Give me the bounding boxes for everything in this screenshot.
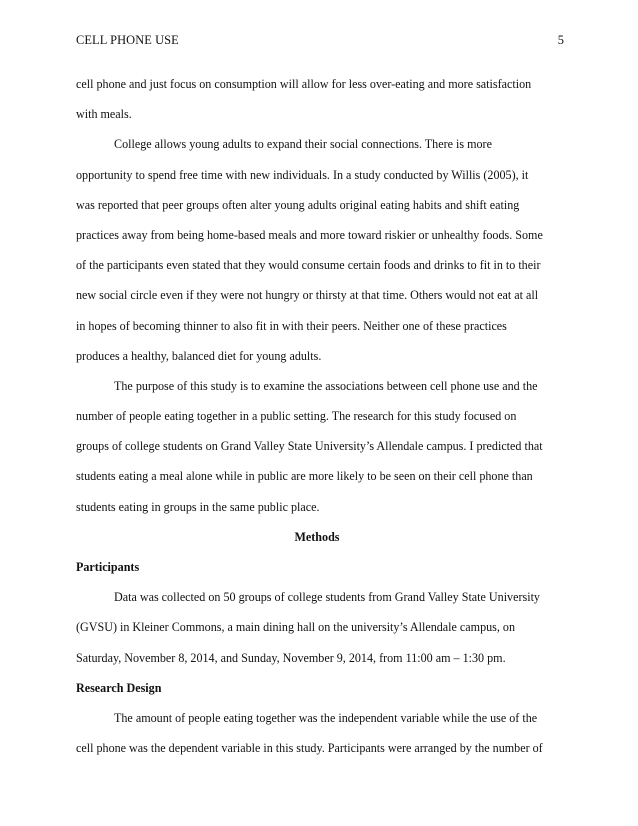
text-line: practices away from being home-based meals and more toward riskier or unhealthy foods. Some bbox=[76, 227, 543, 242]
text-line: College allows young adults to expand their social connections. There is more bbox=[114, 137, 492, 152]
section-heading-methods: Methods bbox=[294, 529, 340, 544]
text-line: students eating in groups in the same public place. bbox=[76, 499, 320, 514]
running-head: CELL PHONE USE bbox=[76, 33, 179, 47]
subheading-research-design: Research Design bbox=[76, 680, 162, 695]
text-line: The amount of people eating together was the independent variable while the use of the bbox=[114, 710, 538, 725]
page-number: 5 bbox=[557, 33, 564, 47]
text-line: of the participants even stated that they would consume certain foods and drinks to fit in to their bbox=[76, 258, 541, 273]
subheading-participants: Participants bbox=[76, 560, 140, 574]
text-line: Saturday, November 8, 2014, and Sunday, November 9, 2014, from 11:00 am – 1:30 pm. bbox=[76, 650, 506, 665]
text-line: was reported that peer groups often alter young adults original eating habits and shift eating bbox=[76, 197, 520, 212]
text-line: The purpose of this study is to examine the associations between cell phone use and the bbox=[114, 378, 538, 393]
text-line: opportunity to spend free time with new individuals. In a study conducted by Willis (2005), it bbox=[76, 167, 529, 182]
text-line: cell phone was the dependent variable in this study. Participants were arranged by the number of bbox=[76, 741, 543, 756]
text-line: in hopes of becoming thinner to also fit in with their peers. Neither one of these practices bbox=[76, 318, 507, 333]
text-line: number of people eating together in a public setting. The research for this study focused on bbox=[76, 409, 517, 424]
text-line: with meals. bbox=[76, 107, 132, 122]
text-line: students eating a meal alone while in public are more likely to be seen on their cell phone than bbox=[76, 469, 533, 484]
text-line: (GVSU) in Kleiner Commons, a main dining hall on the university’s Allendale campus, on bbox=[76, 620, 516, 635]
text-line: produces a healthy, balanced diet for young adults. bbox=[76, 348, 322, 363]
text-line: groups of college students on Grand Valley State University’s Allendale campus. I predicted that bbox=[76, 439, 543, 454]
text-line: Data was collected on 50 groups of college students from Grand Valley State University bbox=[114, 590, 540, 605]
text-line: cell phone and just focus on consumption will allow for less over-eating and more satisfaction bbox=[76, 77, 532, 91]
text-line: new social circle even if they were not hungry or thirsty at that time. Others would not eat at all bbox=[76, 288, 539, 303]
body-text bbox=[76, 69, 564, 763]
